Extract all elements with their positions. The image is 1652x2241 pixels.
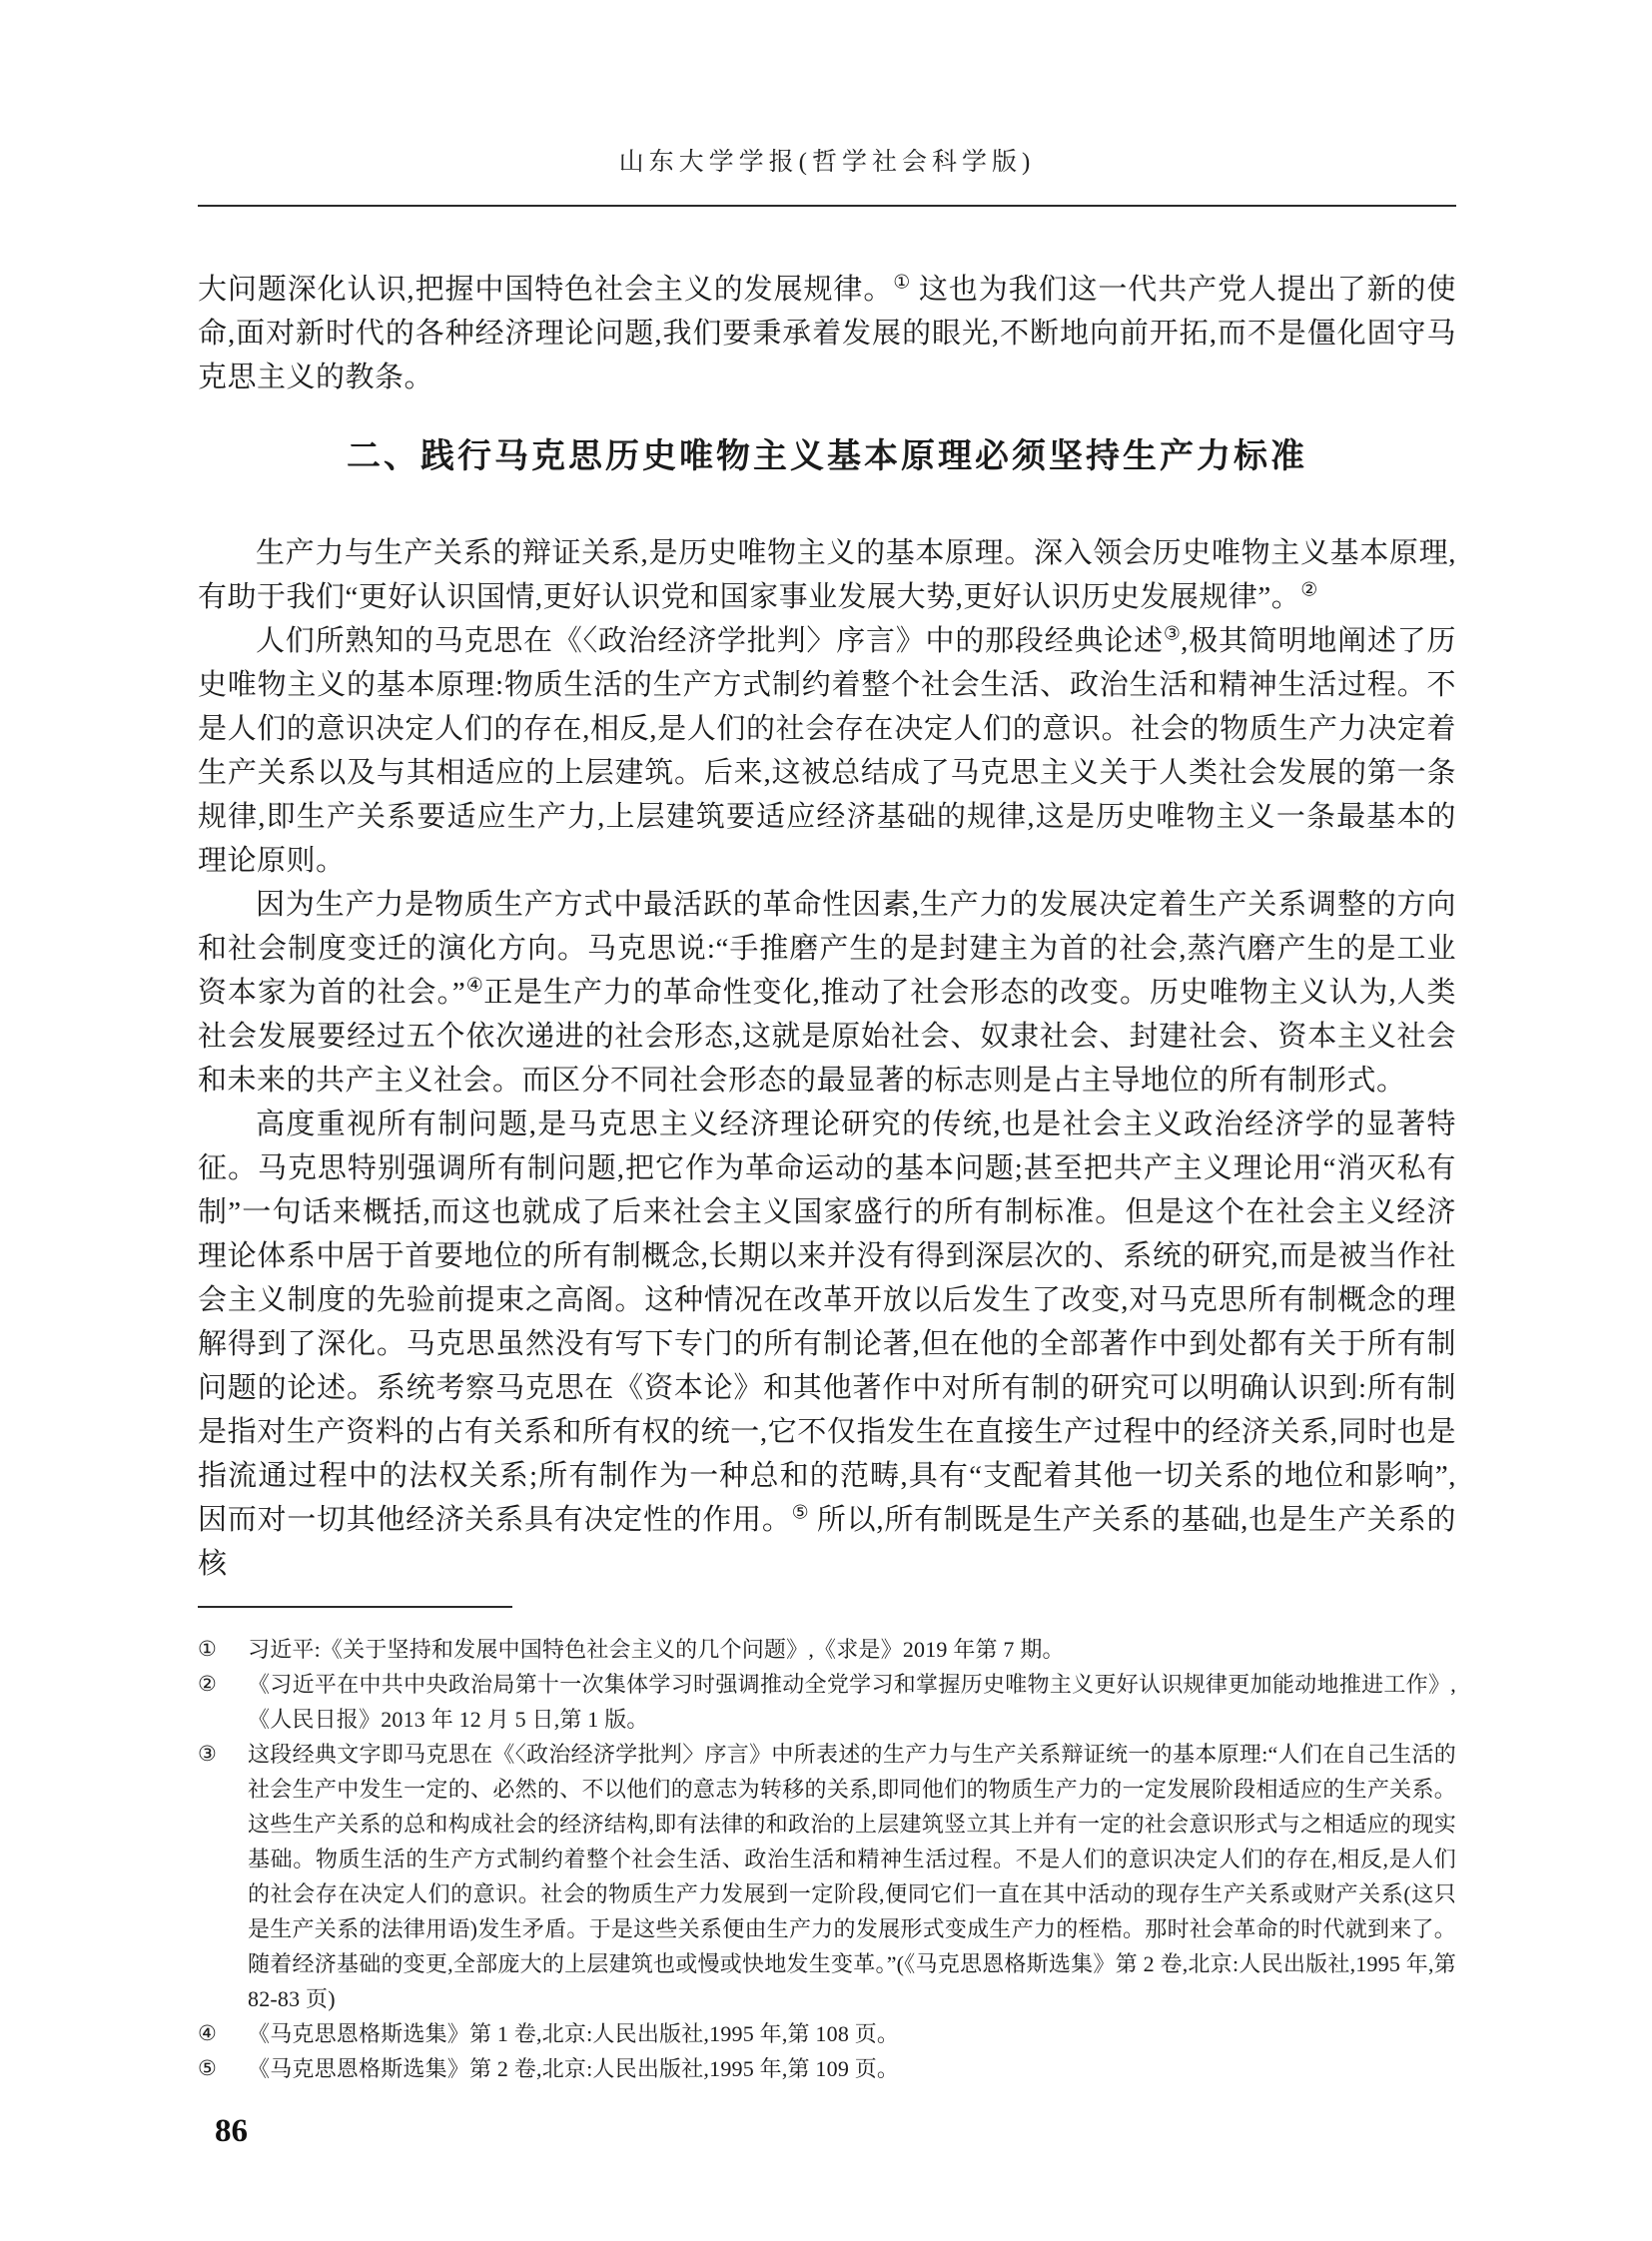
text-run: 高度重视所有制问题,是马克思主义经济理论研究的传统,也是社会主义政治经济学的显著特征。马克思特别强调所有制问题,把它作为革命运动的基本问题;甚至把共产主义理论用“消灭私有制”一句话来概括,而这也就成了后来社会主义国家盛行的所有制标准。但是这个在社会主义经济理论体系中居于首要地位的所有制概念,长期以来并没有得到深层次的、系统的研究,而是被当作社会主义制度的先验前提束之高阁。这种情况在改革开放以后发生了改变,对马克思所有制概念的理解得到了深化。马克思虽然没有写下专门的所有制论著,但在他的全部著作中到处都有关于所有制问题的论述。系统考察马克思在《资本论》和其他著作中对所有制的研究可以明确认识到:所有制是指对生产资料的占有关系和所有权的统一,它不仅指发生在直接生产过程中的经济关系,同时也是指流通过程中的法权关系;所有制作为一种总和的范畴,具有“支配着其他一切关系的地位和影响”,因而对一切其他经济关系具有决定性的作用。 (198, 1109, 1456, 1536)
footnote-ref: ① (893, 272, 911, 294)
body-paragraph (198, 619, 1456, 883)
footnotes-section (198, 1632, 1456, 2086)
footnote-marker: ⑤ (198, 2056, 217, 2080)
text-run: 正是生产力的革命性变化,推动了社会形态的改变。历史唯物主义认为,人类社会发展要经过五个依次递进的社会形态,这就是原始社会、奴隶社会、封建社会、资本主义社会和未来的共产主义社会。而区分不同社会形态的最显著的标志则是占主导地位的所有制形式。 (198, 977, 1456, 1097)
footnote-item (198, 1632, 1456, 1667)
footnote-item (198, 1667, 1456, 1737)
section-heading: 二、践行马克思历史唯物主义基本原理必须坚持生产力标准 (347, 438, 1307, 475)
header-rule (198, 205, 1456, 207)
text-run: 这也为我们这一代共产党人提出了新的使命,面对新时代的各种经济理论问题,我们要秉承着发展的眼光,不断地向前开拓,而不是僵化固守马克思主义的教条。 (198, 274, 1456, 393)
footnote-item (198, 2051, 1456, 2086)
footnote-ref: ⑤ (791, 1502, 809, 1524)
text-run: 人们所熟知的马克思在《〈政治经济学批判〉序言》中的那段经典论述 (256, 625, 1164, 657)
running-head (198, 148, 1456, 178)
body-paragraph (198, 1103, 1456, 1586)
footnote-text: 《马克思恩格斯选集》第 2 卷,北京:人民出版社,1995 年,第 109 页。 (248, 2056, 900, 2081)
footnote-marker: ① (198, 1637, 217, 1661)
footnote-item (198, 1737, 1456, 2016)
text-run: 大问题深化认识,把握中国特色社会主义的发展规律。 (198, 274, 894, 306)
footnote-text: 习近平:《关于坚持和发展中国特色社会主义的几个问题》,《求是》2019 年第 7 期。 (248, 1637, 1065, 1662)
article-body (198, 268, 1456, 1586)
journal-title: 山东大学学报(哲学社会科学版) (618, 149, 1036, 176)
body-paragraph (198, 268, 1456, 399)
text-run: 因为生产力是物质生产方式中最活跃的革命性因素,生产力的发展决定着生产关系调整的方向和社会制度变迁的演化方向。马克思说:“手推磨产生的是封建主为首的社会,蒸汽磨产生的是工业资本家为首的社会。” (198, 889, 1456, 1009)
footnote-separator (198, 1606, 512, 1608)
footnote-marker: ③ (198, 1742, 217, 1766)
text-run: 所以,所有制既是生产关系的基础,也是生产关系的核 (198, 1504, 1456, 1580)
footnote-marker: ④ (198, 2021, 217, 2045)
footnote-ref: ④ (465, 975, 484, 997)
footnote-text: 这段经典文字即马克思在《〈政治经济学批判〉序言》中所表述的生产力与生产关系辩证统一的基本原理:“人们在自己生活的社会生产中发生一定的、必然的、不以他们的意志为转移的关系,即同他们的物质生产力的一定发展阶段相适应的生产关系。这些生产关系的总和构成社会的经济结构,即有法律的和政治的上层建筑竖立其上并有一定的社会意识形式与之相适应的现实基础。物质生活的生产方式制约着整个社会生活、政治生活和精神生活过程。不是人们的意识决定人们的存在,相反,是人们的社会存在决定人们的意识。社会的物质生产力发展到一定阶段,便同它们一直在其中活动的现存生产关系或财产关系(这只是生产关系的法律用语)发生矛盾。于是这些关系便由生产力的发展形式变成生产力的桎梏。那时社会革命的时代就到来了。随着经济基础的变更,全部庞大的上层建筑也或慢或快地发生变革。”(《马克思恩格斯选集》第 2 卷,北京:人民出版社,1995 年,第 82-83 页) (248, 1742, 1456, 2011)
body-paragraph (198, 883, 1456, 1103)
text-run: ,极其简明地阐述了历史唯物主义的基本原理:物质生活的生产方式制约着整个社会生活、政治生活和精神生活过程。不是人们的意识决定人们的存在,相反,是人们的社会存在决定人们的意识。社会的物质生产力决定着生产关系以及与其相适应的上层建筑。后来,这被总结成了马克思主义关于人类社会发展的第一条规律,即生产关系要适应生产力,上层建筑要适应经济基础的规律,这是历史唯物主义一条最基本的理论原则。 (198, 625, 1456, 877)
text-run: 生产力与生产关系的辩证关系,是历史唯物主义的基本原理。深入领会历史唯物主义基本原理,有助于我们“更好认识国情,更好认识党和国家事业发展大势,更好认识历史发展规律”。 (198, 537, 1456, 613)
footnote-ref: ② (1300, 579, 1318, 601)
footnote-marker: ② (198, 1672, 217, 1696)
page-number: 86 (215, 2113, 248, 2149)
footnote-ref: ③ (1163, 623, 1182, 645)
body-paragraph (198, 531, 1456, 619)
footnote-text: 《马克思恩格斯选集》第 1 卷,北京:人民出版社,1995 年,第 108 页。 (248, 2021, 900, 2046)
footnote-text: 《习近平在中共中央政治局第十一次集体学习时强调推动全党学习和掌握历史唯物主义更好认识规律更加能动地推进工作》,《人民日报》2013 年 12 月 5 日,第 1 版。 (248, 1672, 1456, 1732)
footnote-item (198, 2016, 1456, 2051)
